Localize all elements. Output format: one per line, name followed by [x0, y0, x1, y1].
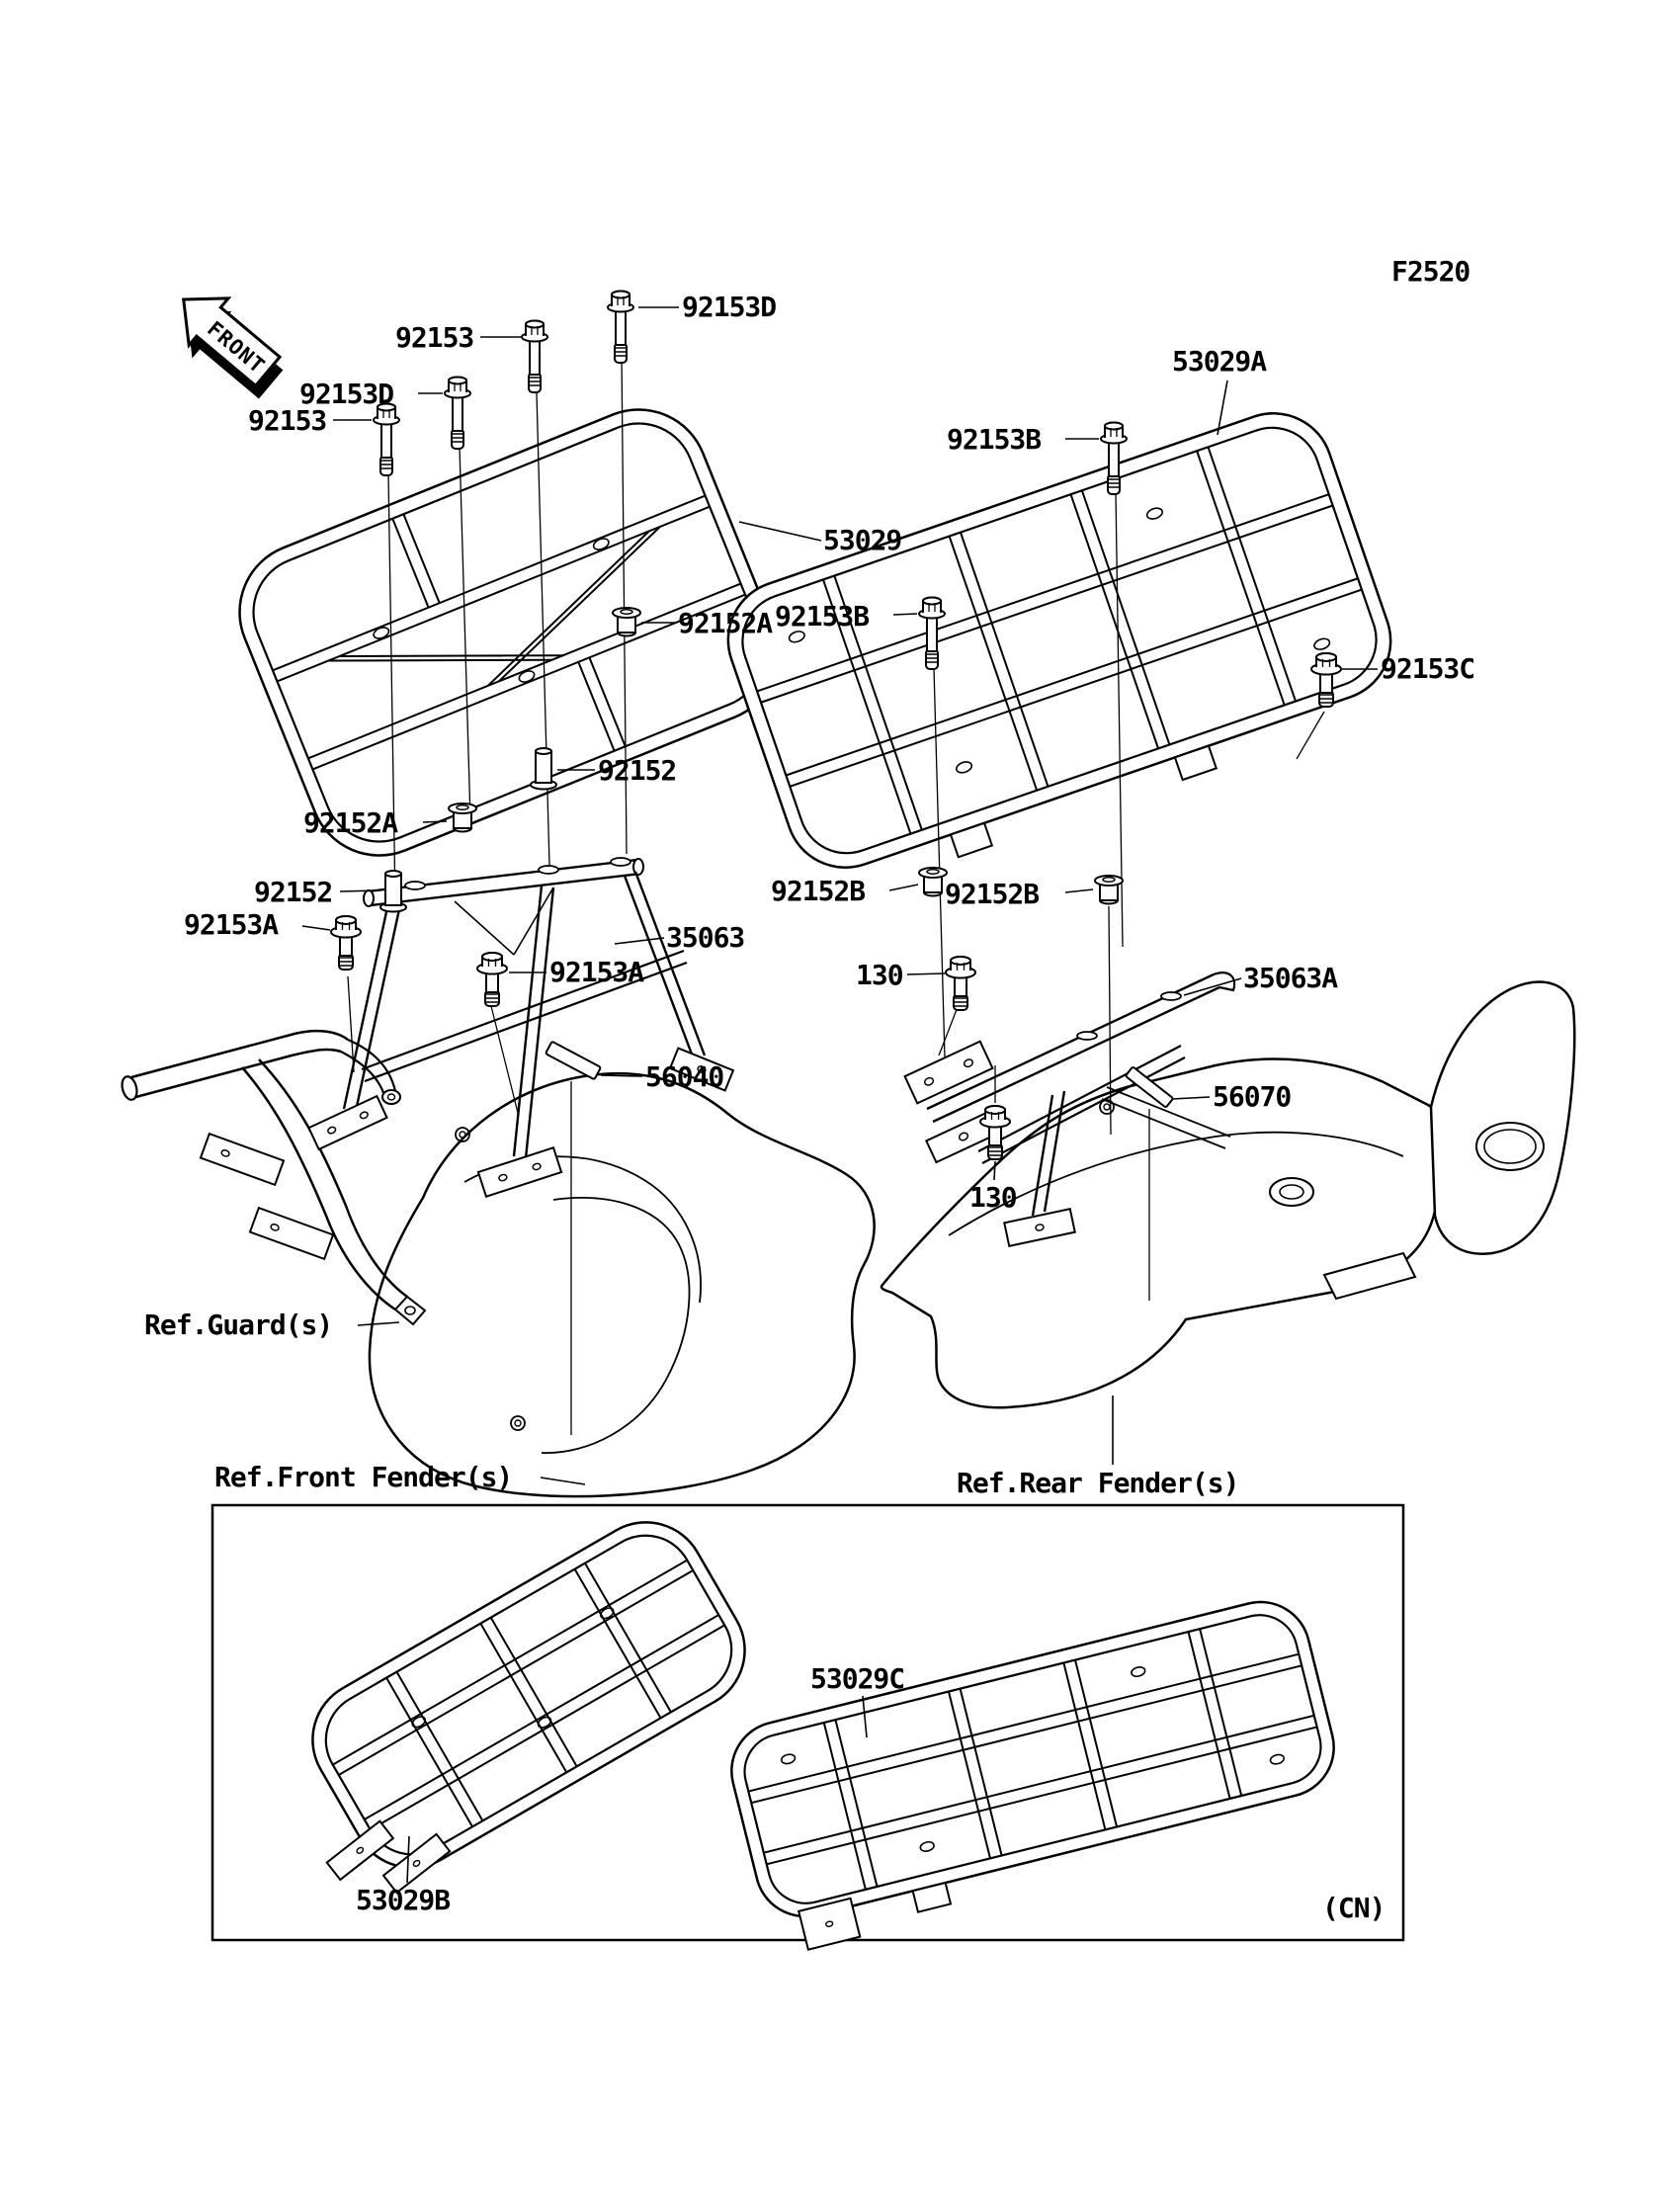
flange-bolt-icon: [946, 957, 975, 1010]
region-code-label: (CN): [1322, 1892, 1386, 1924]
front-direction-arrow: [158, 277, 295, 408]
part-callout-92153c: 92153C: [1381, 652, 1475, 685]
part-callout-92153d-left: 92153D: [299, 378, 394, 410]
hex-bolt-icon: [608, 292, 633, 364]
part-callout-53029c: 53029C: [810, 1662, 905, 1695]
part-callout-92152b-right: 92152B: [945, 878, 1040, 910]
part-callout-92153b-lower: 92153B: [775, 600, 870, 633]
part-callout-56070: 56070: [1213, 1080, 1292, 1113]
front-arrow-label: FRONT: [203, 316, 270, 379]
part-callout-92153a-left: 92153A: [184, 908, 279, 941]
part-callout-92152a-right: 92152A: [678, 607, 773, 639]
damper-icon: [380, 871, 406, 912]
trim-seal-icon: [546, 1042, 601, 1080]
part-callout-92153-top: 92153: [395, 321, 474, 354]
part-callout-53029: 53029: [823, 524, 902, 556]
rack-53029c-art: [721, 1591, 1352, 1957]
part-callout-130-lower: 130: [969, 1181, 1017, 1214]
part-callout-53029b: 53029B: [356, 1884, 451, 1916]
front-fender-art: [370, 1073, 875, 1496]
rack-53029b-art: [255, 1500, 769, 1915]
part-callout-92152b-left: 92152B: [771, 875, 866, 907]
hex-bolt-icon: [445, 378, 470, 450]
part-callout-56040: 56040: [645, 1060, 724, 1093]
part-callout-92152a-left: 92152A: [303, 806, 398, 839]
damper-icon: [1095, 876, 1123, 904]
hex-bolt-icon: [522, 321, 547, 393]
figure-code-label: F2520: [1391, 255, 1470, 288]
part-callout-35063a: 35063A: [1243, 962, 1338, 994]
part-callout-92153a-right: 92153A: [549, 956, 644, 988]
reference-label-front-fender: Ref.Front Fender(s): [214, 1461, 513, 1493]
reference-label-guard: Ref.Guard(s): [144, 1309, 333, 1341]
reference-label-rear-fender: Ref.Rear Fender(s): [957, 1467, 1239, 1499]
rear-carrier-rack-art: [713, 397, 1415, 906]
part-callout-92152-right: 92152: [598, 754, 677, 787]
part-callout-92153b-upper: 92153B: [947, 423, 1042, 456]
part-callout-92153-left: 92153: [248, 404, 327, 437]
damper-icon: [919, 868, 947, 896]
part-callout-130-upper: 130: [856, 959, 903, 991]
part-callout-92153d-top: 92153D: [682, 291, 777, 323]
part-callout-92152-left: 92152: [254, 876, 333, 908]
part-callout-35063: 35063: [666, 921, 745, 954]
flange-bolt-icon: [331, 916, 361, 970]
damper-icon: [613, 608, 640, 636]
flange-bolt-icon: [477, 953, 507, 1006]
damper-icon: [449, 803, 476, 832]
hex-bolt-icon: [374, 404, 399, 476]
part-callout-53029a: 53029A: [1172, 345, 1267, 378]
